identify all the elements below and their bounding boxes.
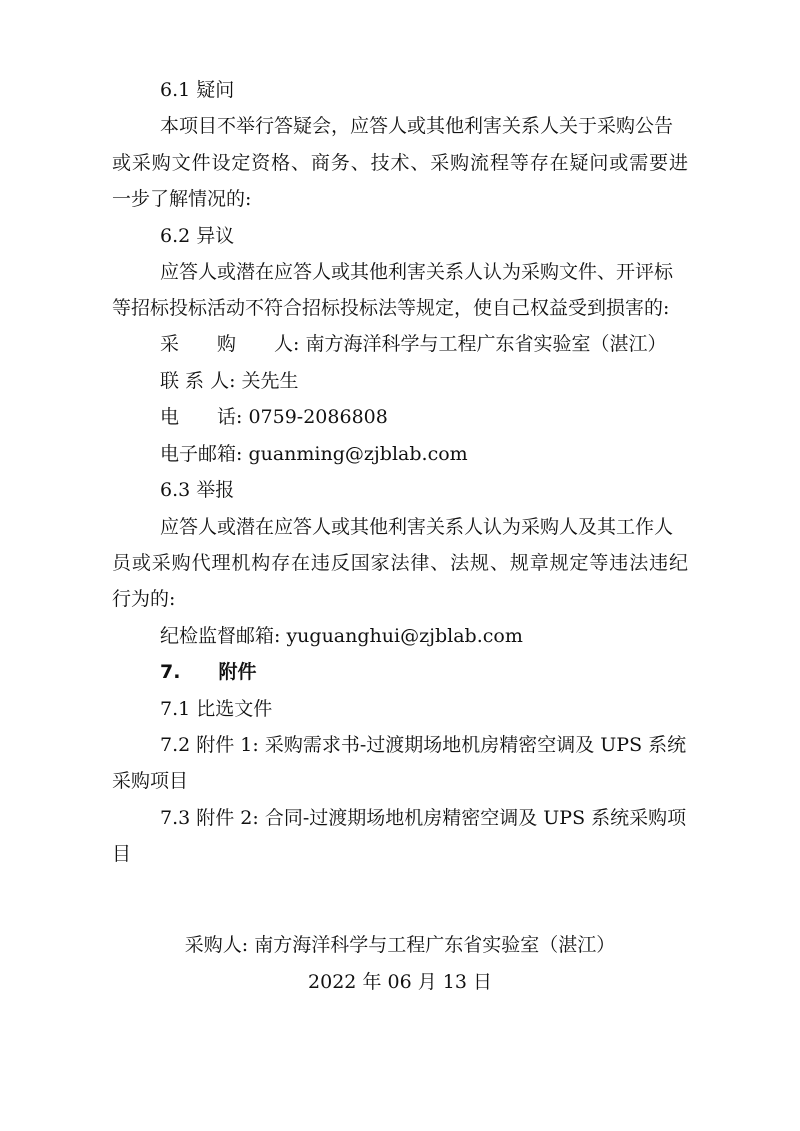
attachment-item: 7.2 附件 1: 采购需求书-过渡期场地机房精密空调及 UPS 系统 <box>160 734 687 756</box>
paragraph-line: 等招标投标活动不符合招标投标法等规定，使自己权益受到损害的: <box>112 297 670 319</box>
section-6-3-heading: 6.3 举报 <box>160 479 235 501</box>
paragraph-line: 行为的: <box>112 588 176 610</box>
attachment-item: 7.1 比选文件 <box>160 698 273 720</box>
email-line: 电子邮箱: guanming@zjblab.com <box>160 443 468 465</box>
paragraph-line: 应答人或潜在应答人或其他利害关系人认为采购文件、开评标 <box>160 261 674 283</box>
footer-buyer: 采购人: 南方海洋科学与工程广东省实验室（湛江） <box>184 934 616 956</box>
paragraph-line: 或采购文件设定资格、商务、技术、采购流程等存在疑问或需要进 <box>112 152 688 174</box>
paragraph-line: 应答人或潜在应答人或其他利害关系人认为采购人及其工作人 <box>160 516 674 538</box>
footer-date: 2022 年 06 月 13 日 <box>308 971 492 993</box>
section-6-1-heading: 6.1 疑问 <box>160 79 235 101</box>
attachment-item-continued: 采购项目 <box>112 770 189 792</box>
supervision-email-line: 纪检监督邮箱: yuguanghui@zjblab.com <box>160 625 523 647</box>
contact-line: 联 系 人: 关先生 <box>160 370 299 392</box>
section-7-heading: 7. 附件 <box>160 661 257 683</box>
buyer-line: 采 购 人: 南方海洋科学与工程广东省实验室（湛江） <box>160 333 667 355</box>
paragraph-line: 员或采购代理机构存在违反国家法律、法规、规章规定等违法违纪 <box>112 552 688 574</box>
attachment-item: 7.3 附件 2: 合同-过渡期场地机房精密空调及 UPS 系统采购项 <box>160 807 687 829</box>
section-6-2-heading: 6.2 异议 <box>160 225 235 247</box>
phone-line: 电 话: 0759-2086808 <box>160 406 388 428</box>
paragraph-line: 一步了解情况的: <box>112 188 252 210</box>
paragraph-line: 本项目不举行答疑会，应答人或其他利害关系人关于采购公告 <box>160 115 674 137</box>
attachment-item-continued: 目 <box>112 843 132 865</box>
